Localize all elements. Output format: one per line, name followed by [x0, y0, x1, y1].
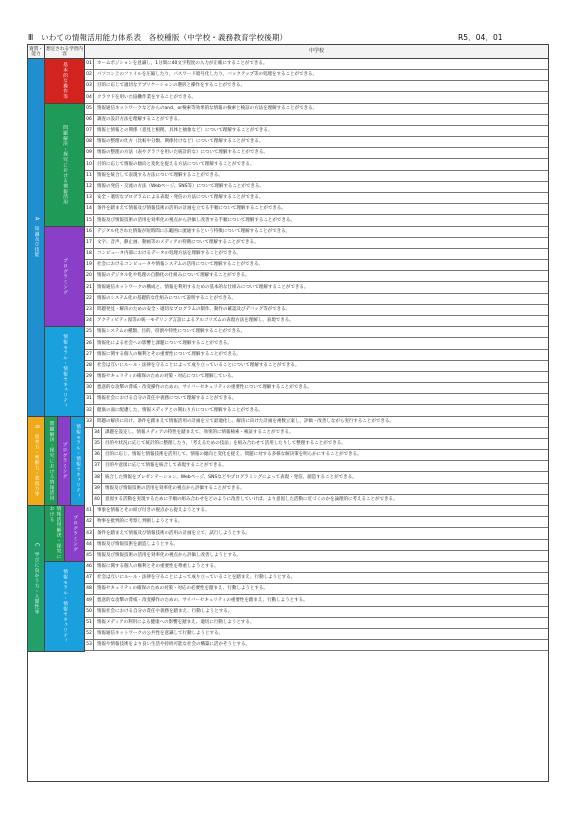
row-number: 20	[85, 271, 94, 281]
table-row	[85, 529, 548, 540]
row-text: 情報及び情報技術の活用を効率化の視点から評価することができる。	[105, 485, 245, 491]
row-text: 情報のシステム化の基礎的な仕組みについて説明することができる。	[97, 295, 236, 301]
table-row	[85, 327, 548, 338]
row-number: 11	[85, 171, 94, 181]
row-number: 14	[85, 204, 94, 214]
table-row	[93, 428, 548, 439]
table-row	[85, 193, 548, 204]
table-row	[85, 182, 548, 193]
row-number: 49	[85, 596, 94, 606]
row-text: 問題の解決に向け、条件を踏まえて情報活用の計画を立て最適化し、解決に向けた計画を複数立案し、評価・改善しながら実行することができる。	[97, 418, 394, 424]
row-number: 16	[85, 227, 94, 237]
row-number: 01	[85, 59, 94, 69]
table-row	[85, 249, 548, 260]
row-text: 情報通信ネットワークの構成と、情報を利用するための基本的な仕組みについて理解することができる。	[97, 284, 309, 290]
indent-spacer	[85, 428, 93, 506]
table-row	[93, 450, 548, 461]
table-row	[85, 629, 548, 640]
table-row	[85, 148, 548, 159]
subcategory-2: 問題解決・探究における情報活用	[45, 104, 85, 227]
row-number: 18	[85, 249, 94, 259]
row-number: 24	[85, 316, 94, 326]
row-text: 悪意的な攻撃の脅威・改変操作のための、サイバーセキュリティの重要性について理解することができる。	[97, 385, 312, 391]
subcategory-8: 情報活用解決・探究における	[45, 506, 65, 562]
row-number: 05	[85, 104, 94, 114]
row-number: 41	[85, 506, 94, 516]
row-text: 情報社会における自分の責任や義務について理解することができる。	[97, 396, 237, 402]
subcategory-5: 問題解決・探究における情報活用	[45, 417, 58, 506]
row-number: 35	[93, 439, 102, 449]
row-number: 28	[85, 361, 94, 371]
table-row	[85, 618, 548, 629]
row-number: 43	[85, 529, 94, 539]
document-title: Ⅲ いわての情報活用能力体系表 各校種版（中学校・義務教育学校後期）	[28, 33, 288, 42]
table-row	[85, 294, 548, 305]
row-text: 情報通信ネットワークの公共性を意識して行動しようとする。	[97, 631, 223, 637]
subcategory-4: 情報モラル・情報セキュリティ	[45, 327, 85, 416]
subcategory-9: プログラミング	[65, 506, 85, 562]
row-text: 問題発見・解決のための安全・適切なプログラムの制作、動作の確認及びデバッグ等ができる。	[97, 306, 291, 312]
category-c: C 学びに向かう力・人間性等	[28, 506, 45, 651]
table-row	[85, 506, 548, 517]
table-row	[85, 227, 548, 238]
row-text: 情報通信ネットワークなどからのand、or検索等効果的な情報の検索と検証の方法を理解することができる。	[97, 105, 318, 111]
row-number: 21	[85, 283, 94, 293]
row-text: 目的に応じて適切なアプリケーションの選択と操作をすることができる。	[97, 83, 246, 89]
table-row	[93, 473, 548, 484]
table-row	[85, 70, 548, 81]
header-competency: 資質・能力	[28, 45, 45, 59]
table-row	[85, 350, 548, 361]
row-text: コンピュータ内部におけるデータの処理方法を理解することができる。	[97, 251, 241, 257]
table-row	[85, 260, 548, 271]
table-row	[85, 283, 548, 294]
table-row	[85, 394, 548, 405]
row-number: 47	[85, 573, 94, 583]
row-number: 04	[85, 93, 94, 103]
row-number: 38	[93, 473, 102, 483]
row-text: 統合した情報をプレゼンテーション、Webページ、SNSなどやプログラミングによって表現・発信、創造することができる。	[105, 474, 357, 480]
subcategory-1: 基本的な操作等	[45, 59, 85, 104]
table-row	[85, 104, 548, 115]
row-text: 目的に応じ、情報と情報技術を活用して、情報の傾向と変化を捉え、問題に対する多様な解決策を明らかにすることができる。	[105, 452, 362, 458]
row-number: 25	[85, 327, 94, 337]
row-text: 情報メディアの利用による健康への影響を踏まえ、適切に行動しようとする。	[97, 620, 255, 625]
table-row	[85, 584, 548, 595]
row-text: 情報のデジタル化や処理の自動化の仕組みについて理解することができる。	[97, 273, 250, 279]
table-row	[93, 439, 548, 450]
row-number: 09	[85, 148, 94, 158]
document-date: R5．04．01	[458, 33, 503, 42]
row-text: 文字、音声、静止画、動画等のメディアの特徴について理解することができる。	[97, 239, 259, 245]
table-row	[85, 81, 548, 92]
row-text: 健康の面に配慮した、情報メディアとの関わり方について理解することができる。	[97, 407, 264, 413]
row-number: 23	[85, 305, 94, 315]
row-text: 情報セキュリティの確保のための対策・対応について理解している。	[97, 374, 236, 380]
row-text: 情報の発信・交流の方法（Webページ、SNS等）について理解することができる。	[97, 183, 264, 189]
row-number: 29	[85, 372, 94, 382]
row-text: 目的に応じて情報の傾向と変化を捉える方法について理解することができる。	[97, 161, 255, 167]
table-row	[93, 484, 548, 495]
table-row	[85, 238, 548, 249]
table-row	[85, 171, 548, 182]
row-text: 情報と情報との関係（意見と根拠、具体と抽象など）について理解することができる。	[97, 128, 273, 134]
table-row	[85, 540, 548, 551]
row-text: 社会におけるコンピュータや情報システムの活用について理解することができる。	[97, 262, 263, 268]
row-text: 情報及び情報技術の活用を効率化の視点から評価し改善する手順について理解することができる。	[97, 217, 295, 223]
row-text: ホームポジションを意識し，1分間に40文字程度の入力が正確にすることができる。	[97, 61, 268, 66]
table-row	[85, 316, 548, 327]
table-row	[85, 562, 548, 573]
row-number: 22	[85, 294, 94, 304]
subcategory-3: プログラミング	[45, 227, 85, 328]
table-row	[85, 59, 548, 70]
table-row	[93, 461, 548, 472]
row-number: 46	[85, 562, 94, 572]
table-row	[85, 216, 548, 227]
row-text: 情報システムの種類、目的、役割や特性について理解することができる。	[97, 329, 245, 335]
table-row	[85, 383, 548, 394]
row-text: 情報や情報技術をより良い生活や持続可能な社会の構築に活かそうとする。	[97, 642, 250, 648]
subcategory-6: プログラミング	[58, 417, 71, 506]
row-number: 44	[85, 540, 94, 550]
row-text: 安全・適切なプログラムによる表現・発信の方法について理解することができる。	[97, 195, 264, 201]
row-number: 42	[85, 517, 94, 527]
row-number: 50	[85, 607, 94, 617]
row-text: 悪意的な攻撃の脅威・改変操作のための、サイバーセキュリティの重要性を踏まえ、行動しようとする。	[97, 597, 308, 603]
row-number: 17	[85, 238, 94, 248]
row-text: 意図する活動を実現するために手順の組み合わせをどのように改善していけば、より意図した活動に近づくのかを論理的に考えることができる。	[105, 497, 398, 503]
category-a: A 知識及び技能	[28, 59, 45, 417]
table-row	[85, 361, 548, 372]
table-row	[85, 517, 548, 528]
row-text: 情報及び情報技術を創造しようとする。	[97, 541, 178, 547]
table-row	[85, 126, 548, 137]
row-number: 08	[85, 137, 94, 147]
table-row	[85, 596, 548, 607]
row-text: アクティビティ図等の統一モデリング言語によるアルゴリズムの表現方法を理解し、表現できる。	[97, 318, 294, 324]
row-text: 情報の整理の方法（表やグラフを用いた統計的な）について理解することができる。	[97, 150, 268, 156]
row-number: 27	[85, 350, 94, 360]
row-text: パソコン上のファイルを圧縮したり，パスワード暗号化したり，バックアップ等の処理をすることができる。	[97, 72, 318, 78]
row-text: 社会は互いにルール・法律を守ることによって成り立っていることを踏まえ、行動しようとする。	[97, 575, 296, 581]
row-text: 情報及び情報技術の活用を効率化の視点から評価し改善しようとする。	[97, 552, 241, 558]
table-row	[85, 417, 548, 428]
row-text: 目的や意図に応じて情報を統合して表現することができる。	[105, 463, 227, 469]
row-number: 34	[93, 428, 102, 438]
row-number: 02	[85, 70, 94, 80]
row-text: 情報化による社会への影響と課題について理解することができる。	[97, 340, 232, 346]
header-learning-content: 想定される学習内容	[45, 45, 85, 59]
row-number: 40	[93, 495, 102, 505]
row-number: 33	[85, 417, 94, 427]
row-text: 条件を踏まえて情報及び情報技術の活用の計画を立て、試行しようとする。	[97, 530, 250, 536]
row-text: 物事を批判的に考察し判断しようとする。	[97, 519, 183, 525]
table-row	[85, 640, 548, 651]
competency-table	[27, 44, 549, 782]
row-text: デジタル化された情報が短時間に広範囲に流通するという特徴について理解することができる。	[97, 228, 291, 234]
row-text: 課題を設定し、情報メディアの特性を踏まえて、効果的に情報検索・検証することができる。	[105, 429, 294, 435]
row-number: 03	[85, 81, 94, 91]
row-number: 53	[85, 640, 94, 650]
row-text: 情報を統合して表現する方法について理解することができる。	[97, 172, 223, 178]
table-row	[85, 372, 548, 383]
table-row	[85, 271, 548, 282]
category-b: B 思考力・判断力・表現力等	[28, 417, 45, 506]
row-text: 事象を情報とその結び付きの視点から捉えようとする。	[97, 508, 210, 514]
row-text: 情報セキュリティの確保のための対策・対応の必要性を踏まえ、行動しようとする。	[97, 586, 268, 592]
header-junior-high: 中学校	[85, 45, 548, 59]
row-number: 06	[85, 115, 94, 125]
row-text: 情報社会における自分の責任や義務を踏まえ、行動しようとする。	[97, 608, 233, 614]
row-number: 15	[85, 216, 94, 226]
row-number: 19	[85, 260, 94, 270]
row-text: 情報の整理の仕方（比較や分類、関係付けなど）について理解することができる。	[97, 139, 264, 145]
row-number: 31	[85, 394, 94, 404]
table-row	[85, 160, 548, 171]
row-text: クラウドを用いた協働作業をすることができる。	[97, 94, 196, 100]
table-row	[85, 204, 548, 215]
row-text: 条件を踏まえて情報及び情報技術の活用の計画を立てる手順について理解することができる。	[97, 206, 286, 212]
row-number: 52	[85, 629, 94, 639]
row-number: 13	[85, 193, 94, 203]
row-number: 36	[93, 450, 102, 460]
row-text: 調査の設計方法を理解することができる。	[97, 116, 183, 122]
table-row	[85, 551, 548, 562]
table-row	[85, 406, 548, 417]
row-number: 10	[85, 160, 94, 170]
row-number: 48	[85, 584, 94, 594]
table-row	[85, 607, 548, 618]
row-number: 12	[85, 182, 94, 192]
row-text: 情報に関する個人の権利とその重要性を尊重しようとする。	[97, 564, 219, 570]
row-number: 45	[85, 551, 94, 561]
table-row	[93, 495, 548, 506]
table-row	[85, 115, 548, 126]
row-number: 51	[85, 618, 94, 628]
table-row	[85, 573, 548, 584]
row-number: 07	[85, 126, 94, 136]
row-number: 26	[85, 339, 94, 349]
subcategory-7: 情報モラル・情報セキュリティ	[71, 417, 85, 506]
row-number: 30	[85, 383, 94, 393]
row-text: 情報に関する個人の権利とその重要性について理解することができる。	[97, 351, 241, 357]
table-row	[85, 339, 548, 350]
row-text: 社会は互いにルール・法律を守ることによって成り立っていることについて理解することができる。	[97, 362, 300, 368]
table-row	[85, 137, 548, 148]
row-number: 37	[93, 461, 102, 471]
subcategory-10: 情報モラル・情報セキュリティ	[45, 562, 85, 651]
table-row	[85, 305, 548, 316]
table-row	[85, 93, 548, 104]
row-text: 目的や状況に応じて統計的に整理したり，「考えるための技法」を組み合わせて活用したりして整理することができる。	[105, 441, 346, 447]
row-number: 39	[93, 484, 102, 494]
row-number: 32	[85, 406, 94, 416]
